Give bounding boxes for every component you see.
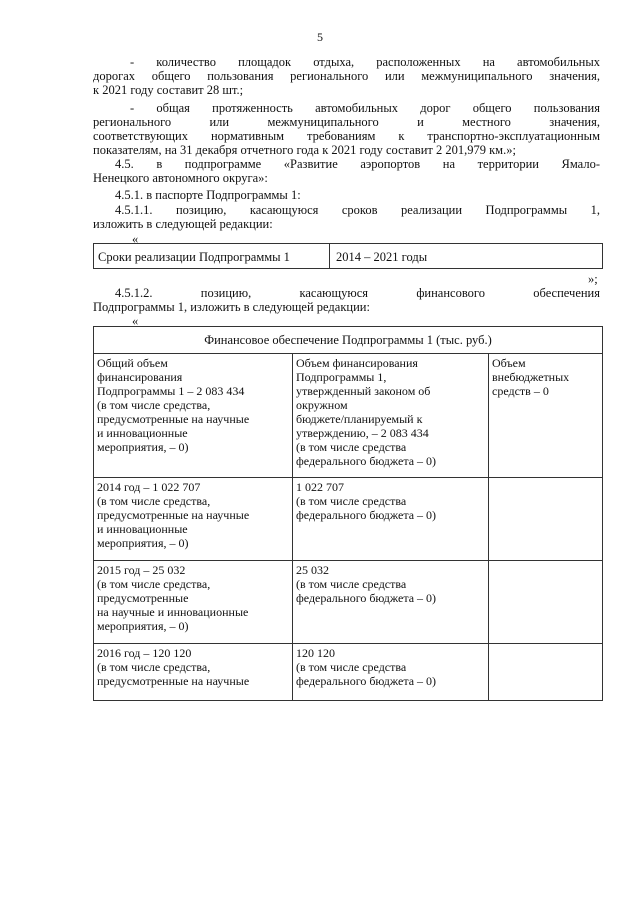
quote-close-1: »; [588,272,598,286]
para6-line2: Подпрограммы 1, изложить в следующей редакции: [93,300,370,314]
cell-2014-extrabudget [489,478,602,560]
para6-line1: 4.5.1.2. позицию, касающуюся финансового обеспечения [115,286,600,300]
cell-2014-approved: 1 022 707 (в том числе средства федерального бюджета – 0) [293,478,489,560]
para3-line1: 4.5. в подпрограмме «Развитие аэропортов на территории Ямало- [115,157,600,171]
finance-row-2016 [94,644,602,700]
cell-2016-approved: 120 120 (в том числе средства федерального бюджета – 0) [293,644,489,700]
para2-line3: соответствующих нормативным требованиям к транспортно-эксплуатационным [93,129,600,143]
para5-line1: 4.5.1.1. позицию, касающуюся сроков реализации Подпрограммы 1, [115,203,600,217]
quote-open-2: « [132,314,139,328]
cell-total-amount: Общий объем финансирования Подпрограммы 1 – 2 083 434 (в том числе средства, предусмотренные на научные и инновационные мероприятия, – 0) [94,354,293,477]
cell-2015-approved: 25 032 (в том числе средства федерального бюджета – 0) [293,561,489,643]
cell-2015-extrabudget [489,561,602,643]
terms-value: 2014 – 2021 годы [336,250,428,264]
para3-line2: Ненецкого автономного округа»: [93,171,268,185]
cell-2015-amount: 2015 год – 25 032 (в том числе средства, предусмотренные на научные и инновационные мероприятия, – 0) [94,561,293,643]
page-number: 5 [317,30,323,44]
para2-line4: показателям, на 31 декабря отчетного года к 2021 году составит 2 201,979 км.»; [93,143,516,157]
cell-2016-amount: 2016 год – 120 120 (в том числе средства, предусмотренные на научные [94,644,293,700]
para1-line3: к 2021 году составит 28 шт.; [93,83,244,97]
finance-row-2014 [94,478,602,561]
cell-2016-extrabudget [489,644,602,700]
cell-total-extrabudget: Объем внебюджетных средств – 0 [492,356,570,398]
para5-line2: изложить в следующей редакции: [93,217,273,231]
para2-line2: регионального или межмуниципального и местного значения, [93,115,600,129]
finance-table-header: Финансовое обеспечение Подпрограммы 1 (тыс. руб.) [94,327,602,354]
finance-row-total [94,354,602,478]
para2-line1: - общая протяженность автомобильных дорог общего пользования [130,101,600,115]
finance-row-2015 [94,561,602,644]
para1-line2: дорогах общего пользования регионального или межмуниципального значения, [93,69,600,83]
para1-line1: - количество площадок отдыха, расположенных на автомобильных [130,55,600,69]
terms-table [93,243,603,269]
finance-table [93,326,603,701]
cell-total-approved: Объем финансирования Подпрограммы 1, утвержденный законом об окружном бюджете/планируемый к утверждению, – 2 083 434 (в том числе средства федерального бюджета – 0) [293,354,489,477]
cell-2014-amount: 2014 год – 1 022 707 (в том числе средства, предусмотренные на научные и инновационные мероприятия, – 0) [94,478,293,560]
terms-label: Сроки реализации Подпрограммы 1 [94,244,330,268]
quote-open-1: « [132,232,139,246]
para4: 4.5.1. в паспорте Подпрограммы 1: [115,188,301,202]
